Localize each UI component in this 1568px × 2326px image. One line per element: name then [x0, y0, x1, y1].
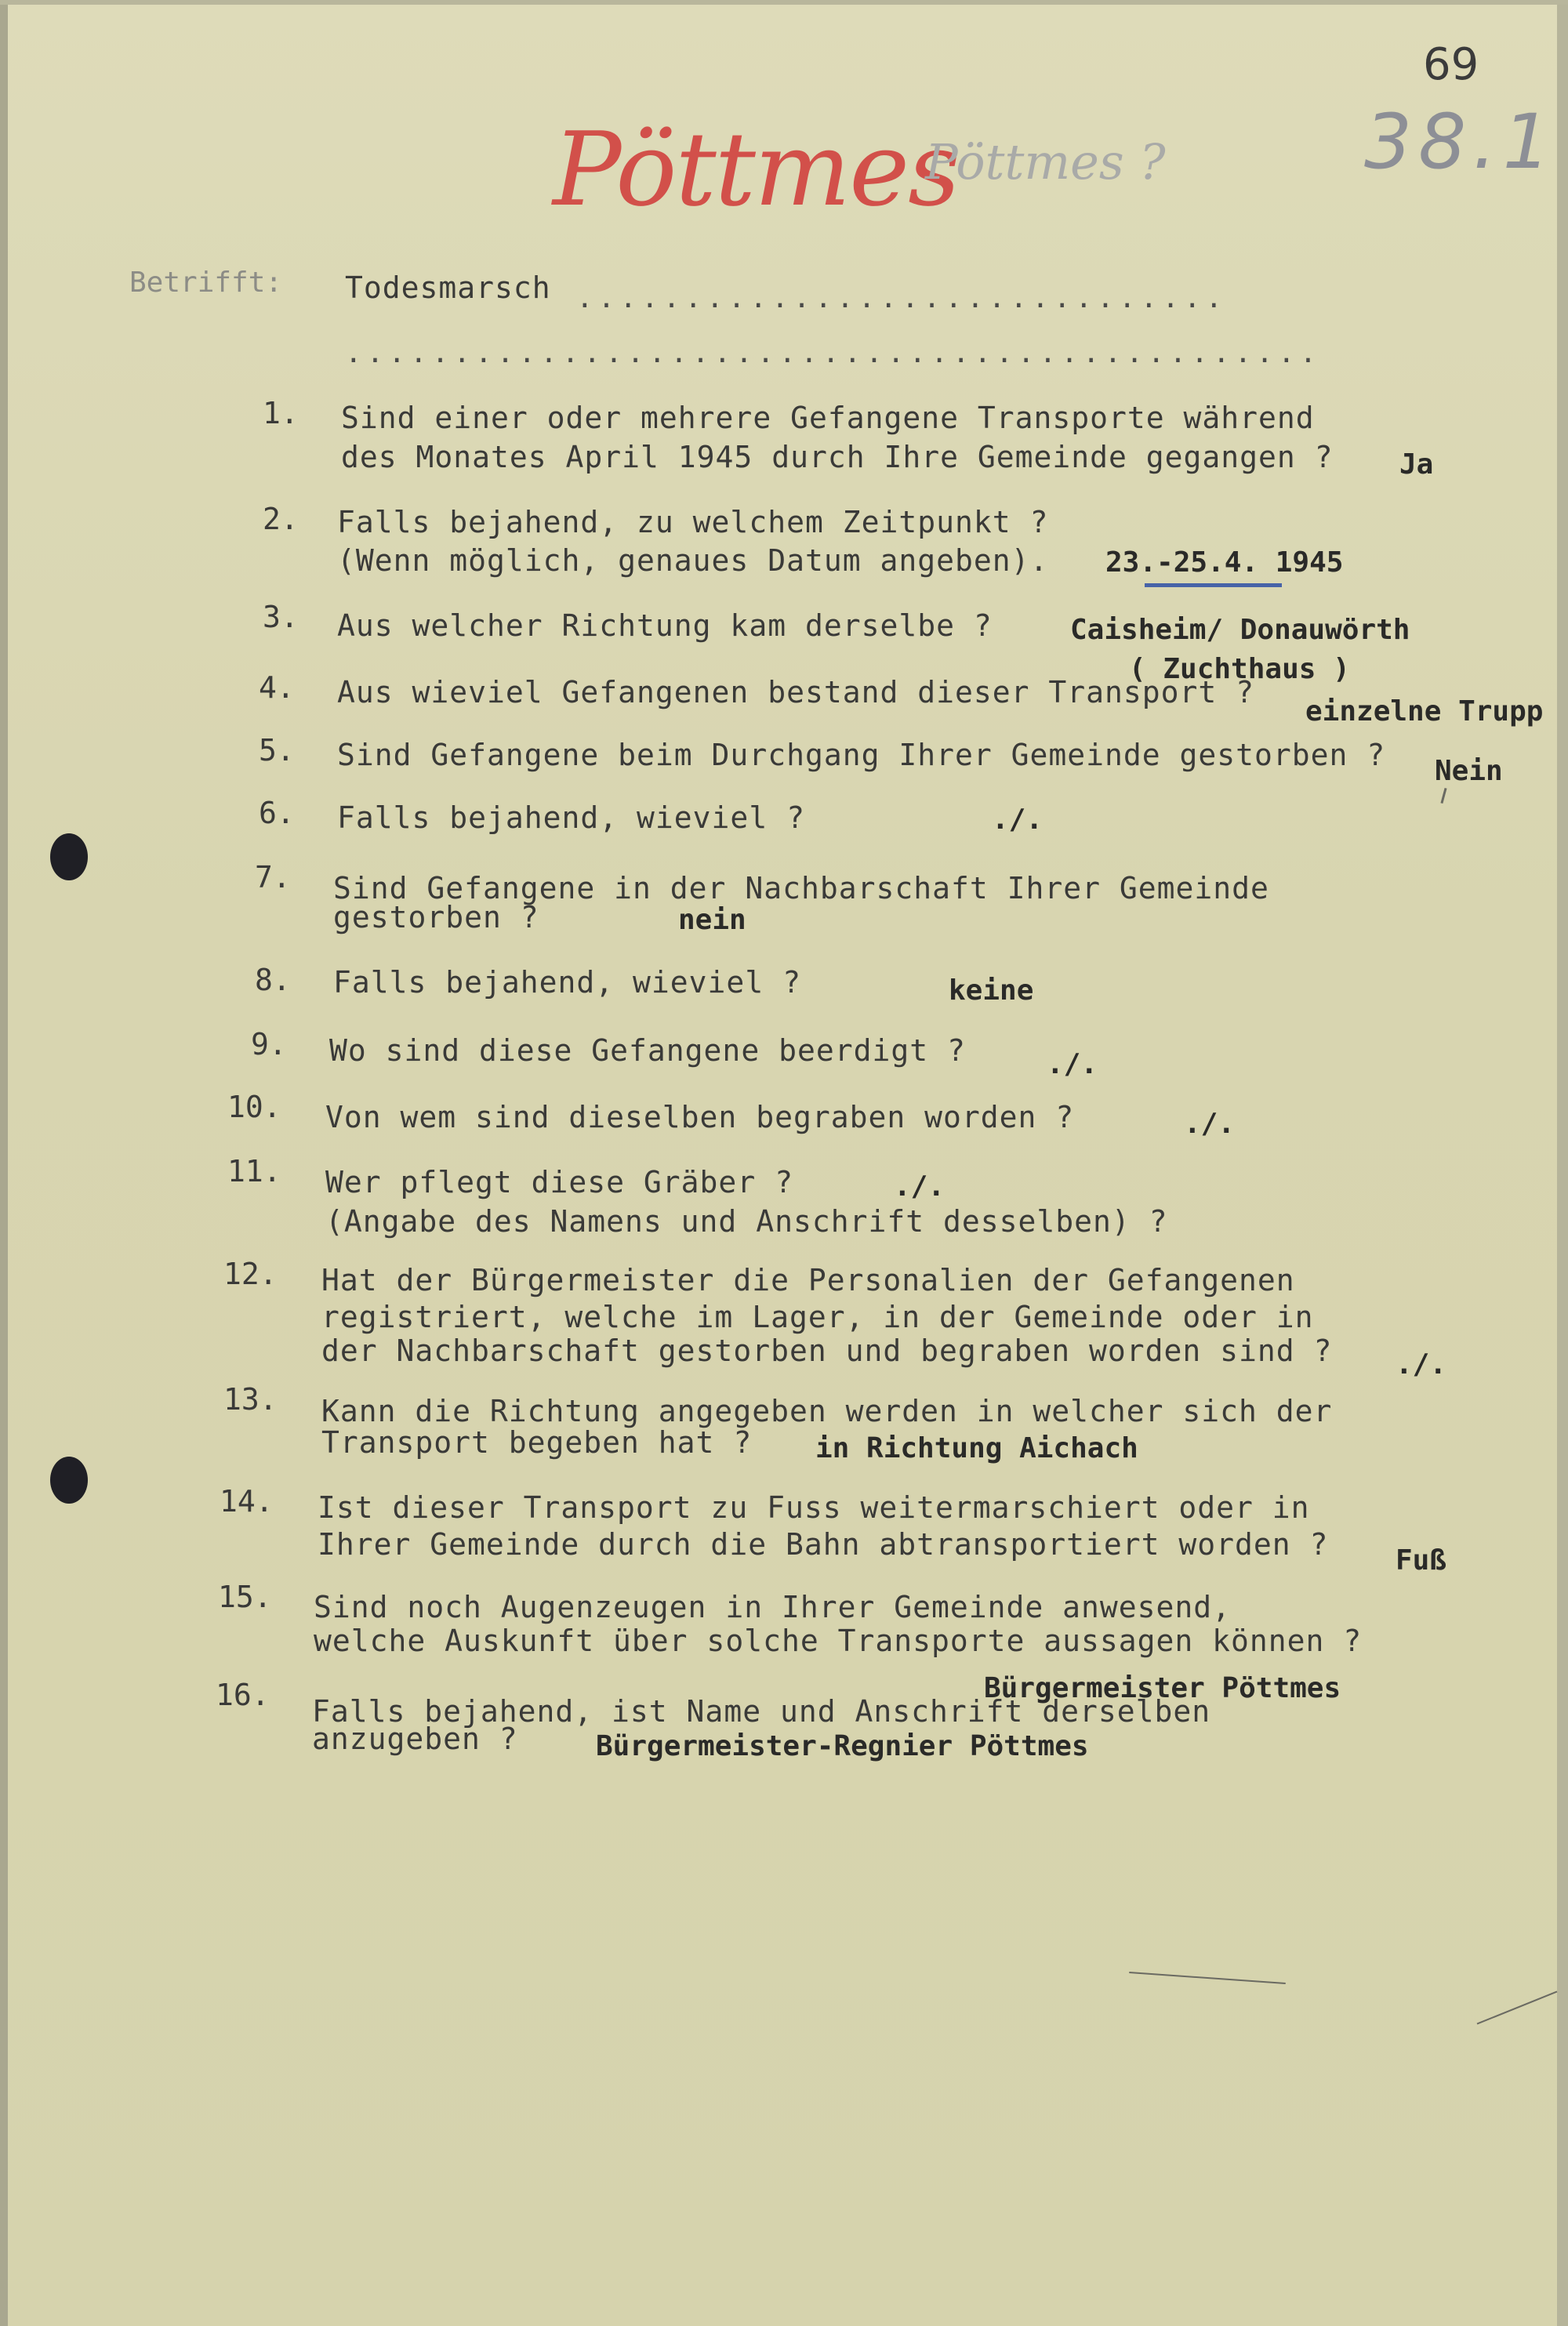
question-number: 3. [263, 600, 299, 634]
answer: keine [949, 974, 1034, 1007]
stray-mark [1440, 788, 1446, 804]
answer: nein [678, 904, 746, 936]
question-text: Wer pflegt diese Gräber ? [325, 1165, 793, 1199]
question-number: 2. [263, 502, 299, 536]
answer: ./. [992, 804, 1044, 836]
answer: in Richtung Aichach [815, 1432, 1138, 1464]
page-number: 69 [1423, 39, 1479, 90]
faint-handwriting: Pöttmes ? [925, 133, 1166, 191]
punch-hole [50, 833, 88, 880]
question-text: Von wem sind dieselben begraben worden ? [325, 1100, 1075, 1134]
answer: ( Zuchthaus ) [1129, 653, 1350, 685]
question-text: Ihrer Gemeinde durch die Bahn abtransportiert worden ? [318, 1527, 1329, 1562]
question-number: 7. [255, 860, 291, 894]
question-number: 8. [255, 963, 291, 997]
dotted-line: .............................. [576, 282, 1228, 314]
punch-hole [50, 1457, 88, 1504]
question-text: Wo sind diese Gefangene beerdigt ? [329, 1033, 966, 1068]
question-number: 12. [223, 1257, 278, 1291]
question-text: (Wenn möglich, genaues Datum angeben). [337, 543, 1049, 578]
question-text: anzugeben ? [312, 1722, 518, 1756]
dotted-line: ............................................. [345, 337, 1322, 369]
page-edge-left [0, 0, 8, 2326]
question-text: welche Auskunft über solche Transporte aussagen können ? [314, 1624, 1363, 1658]
question-number: 15. [218, 1580, 272, 1614]
answer: einzelne Trupp [1305, 695, 1544, 728]
question-number: 11. [227, 1154, 281, 1188]
answer: Nein [1435, 755, 1503, 787]
subject-value: Todesmarsch [345, 270, 551, 305]
stray-mark [1477, 1990, 1558, 2024]
question-text: Falls bejahend, ist Name und Anschrift derselben [312, 1694, 1211, 1729]
question-text: Falls bejahend, wieviel ? [337, 800, 805, 835]
question-text: Falls bejahend, wieviel ? [333, 965, 801, 1000]
question-text: Kann die Richtung angegeben werden in welcher sich der [321, 1394, 1333, 1428]
stray-mark [1129, 1972, 1286, 1984]
question-text: Ist dieser Transport zu Fuss weitermarschiert oder in [318, 1490, 1310, 1525]
question-text: Sind noch Augenzeugen in Ihrer Gemeinde anwesend, [314, 1590, 1232, 1624]
question-number: 4. [259, 670, 295, 705]
question-text: Hat der Bürgermeister die Personalien der Gefangenen [321, 1263, 1295, 1297]
question-number: 14. [220, 1484, 274, 1519]
question-number: 9. [251, 1027, 287, 1061]
answer: Bürgermeister-Regnier Pöttmes [596, 1730, 1089, 1762]
question-text: Aus wieviel Gefangenen bestand dieser Transport ? [337, 675, 1255, 709]
archive-number: 38.1 [1364, 98, 1557, 186]
question-text: gestorben ? [333, 900, 539, 934]
page-edge-top [0, 0, 1568, 5]
question-text: Falls bejahend, zu welchem Zeitpunkt ? [337, 505, 1049, 539]
answer: Caisheim/ Donauwörth [1070, 614, 1410, 646]
subject-label: Betrifft: [129, 267, 283, 299]
page-edge-right [1557, 0, 1568, 2326]
question-number: 10. [227, 1090, 281, 1124]
question-text: Sind einer oder mehrere Gefangene Transporte während [341, 401, 1315, 435]
answer: ./. [1184, 1108, 1236, 1140]
question-text: des Monates April 1945 durch Ihre Gemeinde gegangen ? [341, 440, 1334, 474]
answer: ./. [1396, 1348, 1447, 1381]
question-text: registriert, welche im Lager, in der Gemeinde oder in [321, 1300, 1314, 1334]
question-number: 1. [263, 396, 299, 430]
question-text: der Nachbarschaft gestorben und begraben worden sind ? [321, 1334, 1333, 1368]
question-text: Transport begeben hat ? [321, 1425, 753, 1460]
answer: ./. [894, 1170, 946, 1203]
answer: Fuß [1396, 1544, 1447, 1577]
question-number: 16. [216, 1678, 270, 1712]
question-text: Aus welcher Richtung kam derselbe ? [337, 608, 993, 643]
question-number: 6. [259, 796, 295, 830]
answer: 23.-25.4. 1945 [1105, 546, 1344, 579]
answer: Bürgermeister Pöttmes [984, 1672, 1341, 1704]
question-text: (Angabe des Namens und Anschrift desselben) ? [325, 1204, 1168, 1239]
question-text: Sind Gefangene beim Durchgang Ihrer Gemeinde gestorben ? [337, 738, 1386, 772]
answer: Ja [1399, 448, 1434, 481]
answer-underline [1145, 583, 1282, 587]
question-text: Sind Gefangene in der Nachbarschaft Ihrer Gemeinde [333, 871, 1269, 905]
answer: ./. [1047, 1048, 1098, 1080]
question-number: 5. [259, 733, 295, 767]
handwritten-place-name: Pöttmes [553, 110, 959, 229]
question-number: 13. [223, 1382, 278, 1417]
